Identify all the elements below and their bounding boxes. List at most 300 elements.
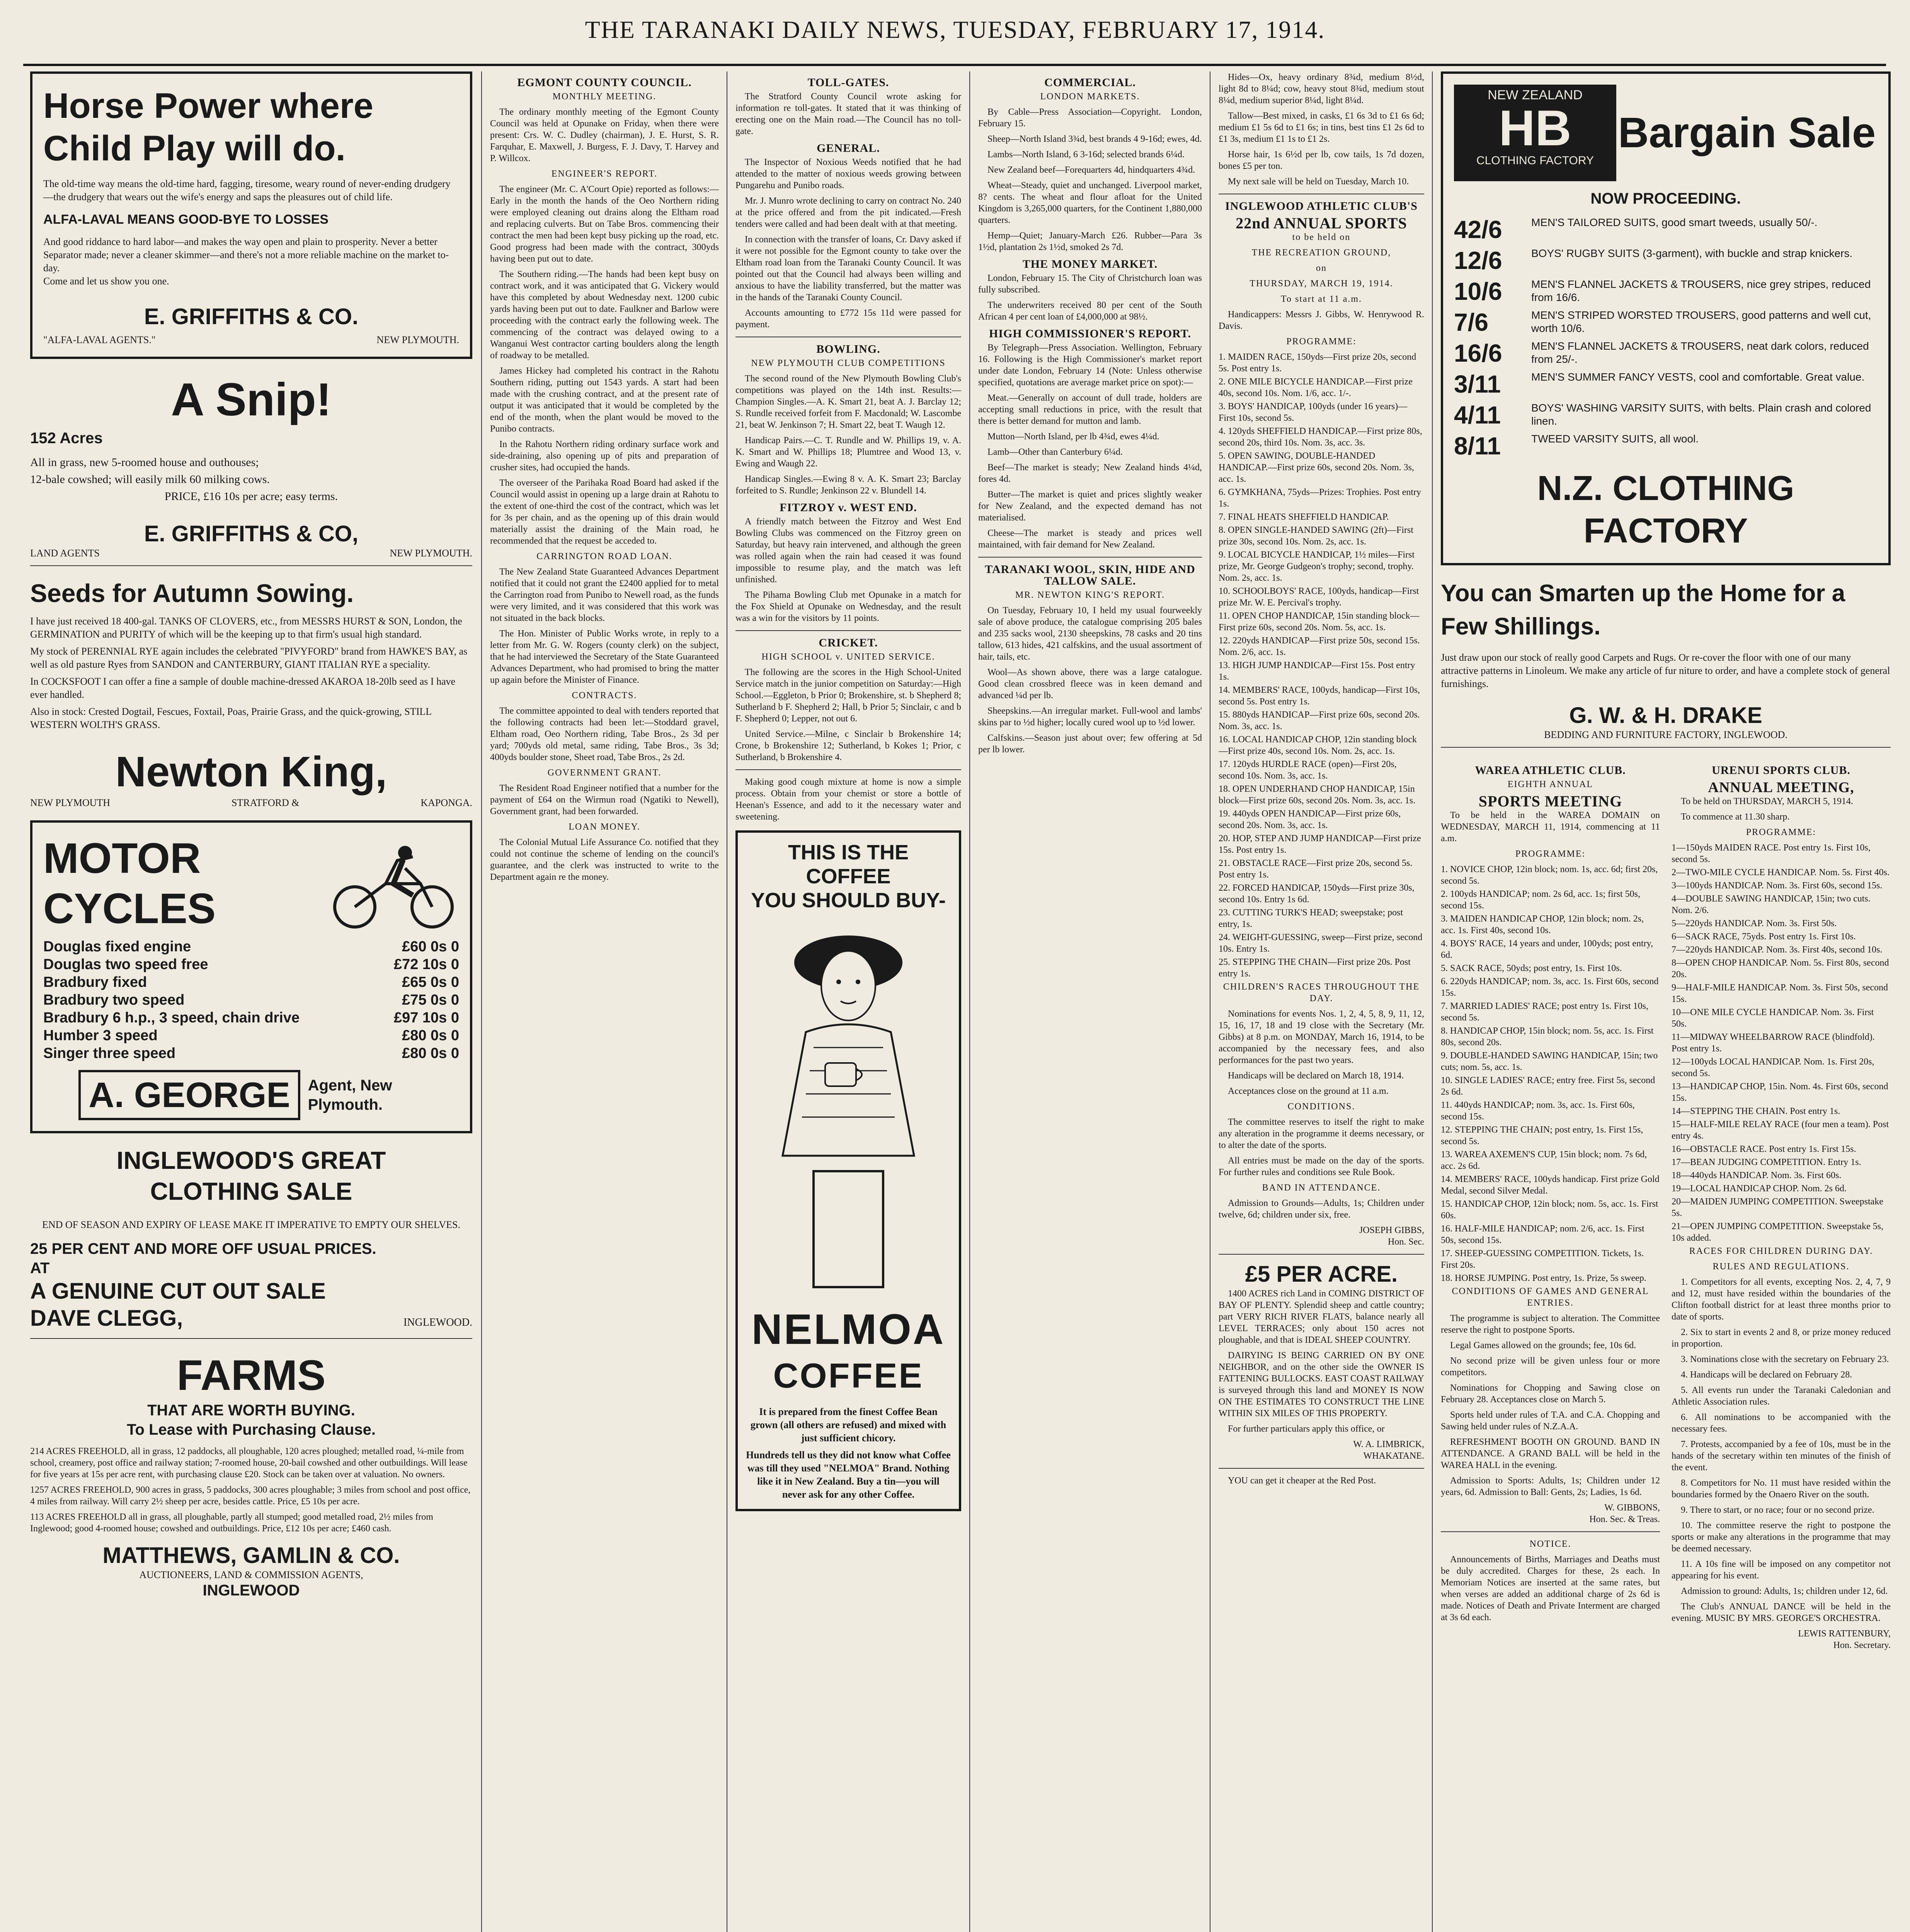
programme-heading: PROGRAMME: — [1286, 337, 1357, 347]
ad-line: All in grass, new 5-roomed house and outhouses; — [30, 456, 259, 469]
article-paragraph: James Hickey had completed his contract in the Rahotu Southern riding, putting out 1543 yards. A start had been made with the crushing contract, and at the present rate of output it was anticipated that it would be completed by the end of the month, when the plant would be moved to the Punibo contracts. — [490, 366, 719, 434]
article-paragraph: Meat.—Generally on account of dull trade, holders are accepting small reductions in price, with the result that there is better demand for mutton and lamb. — [978, 393, 1202, 426]
article-paragraph: The committee appointed to deal with tenders reported that the following contracts had been let:—Stoddard gravel, Eltham road, Oeo Northern riding, Tabe Bros., 2s 3d per yard; 700yds old metal, same riding, Tabe Bros., 3s 3d; 400yds boulder stone, Sheet road, Tabe Bros., 2s 2d. — [490, 706, 719, 762]
article-subtitle: NEW PLYMOUTH CLUB COMPETITIONS — [751, 358, 946, 368]
article-paragraph: The Stratford County Council wrote asking for information re toll-gates. It stated that it was thinking of erecting one on the Main road.—The Council has no toll-gate. — [735, 92, 961, 136]
programme-event: 12. STEPPING THE CHAIN; post entry, 1s. First 15s, second 5s. — [1441, 1125, 1643, 1146]
programme-event: 18. HORSE JUMPING. Post entry, 1s. Prize, 5s sweep. — [1441, 1273, 1646, 1283]
article-paragraph: In connection with the transfer of loans, Cr. Davy asked if it were not possible for the Egmont county to take over the Eltham road loan from the Taranaki County Council. It was pointed out that the Council had always been willing and anxious to have the liability transferred, but the matter was in the hands of the Taranaki County Council. — [735, 235, 961, 303]
sale-description: BOYS' WASHING VARSITY SUITS, with belts. Plain crash and colored linen. — [1531, 402, 1871, 427]
article-paragraph: Making good cough mixture at home is now a simple process. Obtain from your chemist or store a bottle of Heenan's Essence, and add to it the necessary water and sweetening. — [735, 777, 961, 822]
ad-line: AT — [30, 1260, 50, 1277]
ad-body: I have just received 18 400-gal. TANKS OF CLOVERS, etc., from MESSRS HURST & SON, London, the GERMINATION and PURITY of which will be the keeping up to that firm's usual high standard. — [30, 616, 462, 640]
signature-title: Hon. Sec. — [1388, 1237, 1424, 1247]
programme-event: 6—SACK RACE, 75yds. Post entry 1s. First 10s. — [1672, 932, 1856, 942]
programme-event: 14. MEMBERS' RACE, 100yds, handicap—First 10s, second 5s. Post entry 1s. — [1219, 685, 1420, 707]
notice-line: THE RECREATION GROUND, — [1251, 248, 1391, 258]
ad-firm: MATTHEWS, GAMLIN & CO. — [102, 1543, 400, 1568]
notice-line: To be held on THURSDAY, MARCH 5, 1914. — [1681, 796, 1853, 806]
programme-event: 2—TWO-MILE CYCLE HANDICAP. Nom. 5s. First 40s. — [1672, 867, 1890, 878]
ad-headline: Bargain Sale — [1618, 109, 1876, 156]
motorcycle-illustration — [328, 837, 459, 930]
sale-price: 16/6 — [1454, 339, 1502, 367]
notice-line: on — [1316, 263, 1327, 273]
programme-event: 23. CUTTING TURK'S HEAD; sweepstake; post entry, 1s. — [1219, 908, 1403, 929]
programme-event: 12—100yds LOCAL HANDICAP. Nom. 1s. First 20s, second 5s. — [1672, 1057, 1874, 1078]
programme-event: 3. MAIDEN HANDICAP CHOP, 12in block; nom. 2s, acc. 1s. First 40s, second 10s. — [1441, 914, 1644, 935]
notice-title: INGLEWOOD ATHLETIC CLUB'S — [1225, 200, 1418, 213]
ad-headline: MOTOR CYCLES — [43, 835, 216, 932]
programme-event: 8. HANDICAP CHOP, 15in block; nom. 5s, acc. 1s. First 80s, second 20s. — [1441, 1026, 1654, 1048]
clothing-sale-ad — [30, 1145, 472, 1339]
programme-event: 12. 220yds HANDICAP—First prize 50s, second 15s. Nom. 2/6, acc. 1s. — [1219, 636, 1420, 657]
programme-event: 13. HIGH JUMP HANDICAP—First 15s. Post entry 1s. — [1219, 660, 1415, 682]
rule-item: 8. Competitors for No. 11 must have resided within the boundaries formed by the Onaero River on the south. — [1672, 1478, 1891, 1500]
land-ad-paragraph: DAIRYING IS BEING CARRIED ON BY ONE NEIGHBOR, and on the other side the OWNER IS FATTENING BULLOCKS. EAST COAST RAILWAY is surveyed through this land and MONEY IS NOW ON THE ESTIMATES TO CONSTRUCT THE LINE WITHIN SIX MILES OF THIS PROPERTY. — [1219, 1350, 1424, 1418]
notice-subtitle: CONDITIONS OF GAMES AND GENERAL ENTRIES. — [1452, 1286, 1649, 1308]
price-row: Bradbury fixed £65 0s 0 — [43, 974, 459, 990]
notice-paragraph: No second prize will be given unless four or more competitors. — [1441, 1356, 1660, 1378]
programme-event: 10. SCHOOLBOYS' RACE, 100yds, handicap—First prize Mr. W. E. Percival's trophy. — [1219, 586, 1419, 608]
programme-event: 13. WAREA AXEMEN'S CUP, 15in block; nom. 7s 6d, acc. 2s 6d. — [1441, 1150, 1647, 1171]
notice-paragraph: Admission to Grounds—Adults, 1s; Children under twelve, 6d; children under six, free. — [1219, 1198, 1424, 1220]
programme-event: 21. OBSTACLE RACE—First prize 20s, second 5s. Post entry 1s. — [1219, 858, 1413, 880]
sale-description: MEN'S SUMMER FANCY VESTS, cool and comfortable. Great value. — [1531, 371, 1865, 383]
ad-headline: CLOTHING SALE — [150, 1177, 352, 1205]
article-paragraph: London, February 15. The City of Christchurch loan was fully subscribed. — [978, 273, 1202, 295]
ad-body: In COCKSFOOT I can offer a fine a sample of double machine-dressed AKAROA 18-20lb seed as I have ever handled. — [30, 676, 456, 700]
article-paragraph: A friendly match between the Fitzroy and West End Bowling Clubs was commenced on the Fitzroy green on Saturday, but heavy rain intervened, and although the green was rolled again when the rain had ceased it was found impossible to resume play, and the match was left unfinished. — [735, 517, 961, 585]
notice-paragraph: The programme is subject to alteration. The Committee reserve the right to postpone Sports. — [1441, 1313, 1660, 1335]
rule-item: 1. Competitors for all events, excepting Nos. 2, 4, 7, 9 and 12, must have resided within the boundaries of the Clifton football district for at least three months prior to date of sports. — [1672, 1277, 1891, 1322]
article-paragraph: New Zealand beef—Forequarters 4d, hindquarters 4¾d. — [987, 165, 1195, 175]
article-title: GENERAL. — [817, 142, 880, 155]
notice-title: 22nd ANNUAL SPORTS — [1236, 214, 1407, 232]
sale-price: 8/11 — [1454, 432, 1501, 460]
notice-subtitle: RULES AND REGULATIONS. — [1713, 1262, 1850, 1272]
ad-headline: You can Smarten up the Home for a Few Shillings. — [1441, 580, 1845, 640]
ad-firm: A. GEORGE — [78, 1070, 300, 1120]
article-paragraph: The ordinary monthly meeting of the Egmont County Council was held at Opunake on Friday, when there were present: Crs. W. C. Dudley (chairman), J. E. Hurst, S. R. Farquhar, E. Maxwell, J. Burgess, F. J. Davy, T. Harvey and P. Willcox. — [490, 107, 719, 163]
notice-paragraph: The committee reserves to itself the right to make any alteration in the programme it deems necessary, or to alter the date of the sports. — [1219, 1117, 1424, 1150]
programme-event: 9—HALF-MILE HANDICAP. Nom. 3s. First 50s, second 15s. — [1672, 983, 1888, 1004]
article-paragraph: Wheat—Steady, quiet and unchanged. Liverpool market, 8? cents. The wheat and flour afloat for the United Kingdom is 3,265,000 quarters, for the Continent 1,880,000 quarters. — [978, 180, 1202, 225]
programme-event: 22. FORCED HANDICAP, 150yds—First prize 30s, second 10s. Entry 1s 6d. — [1219, 883, 1415, 905]
rule-item: 3. Nominations close with the secretary on February 23. — [1681, 1354, 1889, 1364]
programme-event: 24. WEIGHT-GUESSING, sweep—First prize, second 10s. Entry 1s. — [1219, 932, 1423, 954]
land-ad-headline: £5 PER ACRE. — [1245, 1262, 1398, 1287]
article-title: FITZROY v. WEST END. — [780, 501, 917, 514]
column-advertisements — [23, 71, 479, 1932]
ad-sub: NOW PROCEEDING. — [1590, 190, 1741, 207]
rule-item: 2. Six to start in events 2 and 8, or prize money reduced in proportion. — [1672, 1327, 1891, 1349]
notice-line: To be held in the WAREA DOMAIN on WEDNESDAY, MARCH 11, 1914, commencing at 11 a.m. — [1441, 810, 1660, 844]
programme-event: 1. NOVICE CHOP, 12in block; nom. 1s, acc. 6d; first 20s, second 5s. — [1441, 864, 1658, 886]
rule-item: 6. All nominations to be accompanied with the necessary fees. — [1672, 1412, 1891, 1434]
programme-event: 10—ONE MILE CYCLE HANDICAP. Nom. 3s. First 50s. — [1672, 1007, 1874, 1029]
article-paragraph: The following are the scores in the High School-United Service match in the junior competition on Saturday:—High School.—Eggleton, b Prior 0; Brokenshire, st. b Shepherd 8; Sutherland b F. Shepherd 2; Hall, b Prior 5; Sinclair, c and b F. Shepherd 0; Lepper, not out 6. — [735, 667, 961, 724]
notice-line: CHILDREN'S RACES THROUGHOUT THE DAY. — [1223, 982, 1420, 1003]
article-paragraph: Hemp—Quiet; January-March £26. Rubber—Para 3s 1½d, plantation 2s 1½d, smoked 2s 7d. — [978, 231, 1202, 252]
article-paragraph: Horse hair, 1s 6½d per lb, cow tails, 1s 7d dozen, bones £5 per ton. — [1219, 150, 1424, 171]
article-paragraph: Lambs—North Island, 6 3-16d; selected brands 6¼d. — [987, 150, 1185, 160]
programme-event: 20—MAIDEN JUMPING COMPETITION. Sweepstake 5s. — [1672, 1197, 1883, 1218]
land-ad-paragraph: 1400 ACRES rich Land in COMING DISTRICT OF BAY OF PLENTY. Splendid sheep and cattle country; part VERY RICH RIVER FLATS, balance nearly all LEVEL TERRACES; only about 150 acres not ploughable, and that is IDEAL SHEEP COUNTRY. — [1219, 1289, 1424, 1345]
ad-firm: G. W. & H. DRAKE — [1569, 703, 1762, 728]
programme-event: 6. GYMKHANA, 75yds—Prizes: Trophies. Post entry 1s. — [1219, 487, 1421, 509]
farm-listing: 214 ACRES FREEHOLD, all in grass, 12 paddocks, all ploughable, 120 acres ploughed; metalled road, ¼-mile from school, creamery, post office and railway station; 7-roomed house, 20-bail cowshed and other outbuildings. Will lease for five years at 15s per acre rent, with purchasing clause £20. Stock can be taken over at valuation. No owners. — [30, 1446, 468, 1480]
notice-paragraph: Sports held under rules of T.A. and C.A. Chopping and Sawing held under rules of N.Z.A.A. — [1441, 1410, 1660, 1432]
price-row: Bradbury 6 h.p., 3 speed, chain drive £97 10s 0 — [43, 1010, 459, 1026]
notice-subtitle: CONDITIONS. — [1287, 1102, 1355, 1112]
ad-price: PRICE, £16 10s per acre; easy terms. — [164, 490, 338, 503]
article-paragraph: My next sale will be held on Tuesday, March 10. — [1228, 177, 1409, 187]
column-sports-notices — [1212, 71, 1431, 1932]
ad-firm: E. GRIFFITHS & CO. — [144, 304, 359, 329]
sale-item — [1454, 340, 1878, 367]
ad-headline: INGLEWOOD'S GREAT — [116, 1146, 386, 1174]
nelmoa-coffee-ad — [735, 830, 961, 1511]
programme-list — [1219, 351, 1424, 980]
programme-event: 17. 120yds HURDLE RACE (open)—First 20s, second 10s. Nom. 3s, acc. 1s. — [1219, 759, 1397, 781]
brand-name: COFFEE — [773, 1357, 924, 1395]
sale-description: MEN'S TAILORED SUITS, good smart tweeds, usually 50/-. — [1531, 216, 1818, 228]
notice-paragraph: Admission to ground: Adults, 1s; children under 12, 6d. — [1681, 1586, 1888, 1596]
article-paragraph: The second round of the New Plymouth Bowling Club's competitions was played on the 14th inst. Results:—Champion Singles.—A. K. Smart 21, beat A. J. Barclay 12; S. Rundle received forfeit from F. Macdonald; W. Lascombe 21, beat W. Jenkinson 7; H. Smart 22, beat T. Waugh 12. — [735, 374, 961, 430]
price-row: Bradbury two speed £75 0s 0 — [43, 992, 459, 1008]
price-row: Douglas two speed free £72 10s 0 — [43, 956, 459, 973]
price-row: Humber 3 speed £80 0s 0 — [43, 1027, 459, 1044]
ad-headline: FARMS — [177, 1352, 326, 1399]
article-paragraph: The overseer of the Parihaka Road Board had asked if the Council would assist in opening up a large drain at Rahotu to the extent of one-third the cost of the contract, which was let for 3s per chain, and as the opening up of this drain would materially assist the draining of the Main road, he recommended that the request be acceded to. — [490, 478, 719, 546]
ad-town: STRATFORD & — [231, 797, 300, 808]
article-paragraph: The Pihama Bowling Club met Opunake in a match for the Fox Shield at Opunake on Wednesday, and the result was a win for the visitors by 11 points. — [735, 590, 961, 623]
ad-right: NEW PLYMOUTH. — [390, 548, 472, 559]
article-paragraph: The New Zealand State Guaranteed Advances Department notified that it could not grant the £2400 applied for to metal the Carrington road from Punibo to Newell road, as the funds were very limited, and it was considered that this work was not situated in the back blocks. — [490, 567, 719, 623]
programme-event: 5. OPEN SAWING, DOUBLE-HANDED HANDICAP.—First prize 60s, second 20s. Nom. 3s, acc. 1s. — [1219, 451, 1414, 484]
signature: JOSEPH GIBBS, — [1359, 1225, 1424, 1235]
notice-line: To start at 11 a.m. — [1280, 294, 1362, 304]
snip-ad — [30, 371, 472, 566]
ad-sub: To Lease with Purchasing Clause. — [127, 1421, 376, 1438]
ad-headline: Horse Power where Child Play will do. — [43, 86, 373, 168]
notice-paragraph: YOU can get it cheaper at the Red Post. — [1228, 1476, 1376, 1486]
programme-event: 9. DOUBLE-HANDED SAWING HANDICAP, 15in; two cuts; nom. 5s, acc. 1s. — [1441, 1051, 1658, 1072]
sale-item — [1454, 247, 1878, 274]
rule-item: 9. There to start, or no race; four or no second prize. — [1681, 1505, 1874, 1515]
programme-event: 1—150yds MAIDEN RACE. Post entry 1s. First 10s, second 5s. — [1672, 843, 1871, 864]
ad-town: NEW PLYMOUTH — [30, 797, 111, 808]
article-subtitle: CONTRACTS. — [572, 690, 637, 701]
price-row: Singer three speed £80 0s 0 — [43, 1045, 459, 1061]
article-paragraph: Accounts amounting to £772 15s 11d were passed for payment. — [735, 308, 961, 330]
notice-paragraph: Acceptances close on the ground at 11 a.m. — [1228, 1086, 1389, 1096]
programme-event: 14. MEMBERS' RACE, 100yds handicap. First prize Gold Medal, second Silver Medal. — [1441, 1174, 1660, 1196]
programme-event: 15. 880yds HANDICAP—First prize 60s, second 20s. Nom. 3s, acc. 1s. — [1219, 710, 1420, 731]
programme-heading: PROGRAMME: — [1746, 827, 1816, 837]
motor-cycles-ad — [30, 820, 472, 1133]
sale-price: 42/6 — [1454, 216, 1502, 243]
notice-paragraph: Handicaps will be declared on March 18, 1914. — [1228, 1071, 1404, 1081]
programme-event: 18—440yds HANDICAP. Nom. 3s. First 60s. — [1672, 1170, 1842, 1180]
programme-event: 18. OPEN UNDERHAND CHOP HANDICAP, 15in block—First prize 60s, second 20s. Nom. 3s, acc. 1s. — [1219, 784, 1416, 806]
programme-event: 15. HANDICAP CHOP, 12in block; nom. 5s, acc. 1s. First 60s. — [1441, 1199, 1658, 1221]
article-paragraph: Hides—Ox, heavy ordinary 8¾d, medium 8½d, light 8d to 8¼d; cow, heavy stout 8¾d, medium stout 8¼d, medium superior 8¼d, light 8¼d. — [1219, 72, 1424, 105]
programme-event: 11. 440yds HANDICAP; nom. 3s, acc. 1s. First 60s, second 15s. — [1441, 1100, 1635, 1122]
ad-line: 25 PER CENT AND MORE OFF USUAL PRICES. — [30, 1240, 376, 1257]
ad-town: KAPONGA. — [420, 797, 472, 808]
column-right-ads — [1434, 71, 1898, 1932]
ad-sub: BEDDING AND FURNITURE FACTORY, INGLEWOOD. — [1544, 729, 1787, 740]
article-paragraph: On Tuesday, February 10, I held my usual fourweekly sale of above produce, the catalogue comprising 205 bales and 235 sacks wool, 2130 sheepskins, 78 casks and 20 tins tallow, 613 hides, 421 calfskins, and the usual assortment of hair, tails, etc. — [978, 605, 1202, 662]
programme-event: 15—HALF-MILE RELAY RACE (four men a team). Post entry 4s. — [1672, 1119, 1889, 1141]
ad-cta: Come and let us show you one. — [43, 276, 169, 287]
article-title: BOWLING. — [816, 343, 880, 355]
sale-description: MEN'S FLANNEL JACKETS & TROUSERS, nice grey stripes, reduced from 16/6. — [1531, 278, 1871, 303]
ad-footer: N.Z. CLOTHING FACTORY — [1537, 469, 1794, 550]
programme-event: 6. 220yds HANDICAP; nom. 3s, acc. 1s. First 60s, second 15s. — [1441, 976, 1659, 998]
farm-listing: 113 ACRES FREEHOLD all in grass, all ploughable, partly all stumped; good metalled road, 2½ miles from Inglewood; good 4-roomed house; cowshed and outbuildings. Price, £12 10s per acre; £460 cash. — [30, 1512, 433, 1534]
column-commercial — [971, 71, 1209, 1932]
sale-price: 10/6 — [1454, 277, 1502, 305]
article-paragraph: In the Rahotu Northern riding ordinary surface work and side-draining, also opening up of pits and preparation of crusher sites, had occupied the hands. — [490, 439, 719, 473]
masthead-rule — [23, 64, 1886, 66]
article-paragraph: Wool—As shown above, there was a large catalogue. Good clean crossbred fleece was in keen demand and advanced ¼d per lb. — [978, 667, 1202, 701]
seeds-ad — [30, 578, 472, 809]
ad-agent: Agent, New Plymouth. — [308, 1077, 392, 1113]
column-rule — [481, 71, 482, 1932]
ad-firm: DAVE CLEGG, — [30, 1306, 183, 1331]
programme-event: 4—DOUBLE SAWING HANDICAP, 15in; two cuts. Nom. 2/6. — [1672, 894, 1871, 915]
rule-item: 4. Handicaps will be declared on February 28. — [1681, 1370, 1852, 1380]
ad-headline: THIS IS THE COFFEE — [788, 841, 909, 888]
farm-listing: 1257 ACRES FREEHOLD, 900 acres in grass, 5 paddocks, 300 acres ploughable; 3 miles from school and post office, 4 miles from railway. Will carry 2½ sheep per acre, besides cattle. Price, £5 10s per acre. — [30, 1485, 471, 1507]
hb-logo: NEW ZEALAND HB CLOTHING FACTORY — [1454, 85, 1616, 181]
sale-description: TWEED VARSITY SUITS, all wool. — [1531, 433, 1699, 445]
article-paragraph: The Colonial Mutual Life Assurance Co. notified that they could not continue the scheme of lending on the council's guarantee, and the clerk was instructed to write to the Department again re the money. — [490, 837, 719, 882]
sale-list — [1454, 216, 1878, 459]
sale-description: BOYS' RUGBY SUITS (3-garment), with buckle and strap knickers. — [1531, 247, 1853, 259]
signature: LEWIS RATTENBURY, — [1798, 1629, 1891, 1639]
signature-town: WHAKATANE. — [1363, 1451, 1424, 1461]
programme-event: 19. 440yds OPEN HANDICAP—First prize 60s, second 20s. Nom. 3s, acc. 1s. — [1219, 809, 1401, 830]
ad-body: Hundreds tell us they did not know what Coffee was till they used "NELMOA" Brand. Nothing like it in New Zealand. Buy a tin—you will never ask for any other Coffee. — [746, 1449, 951, 1500]
programme-event: 10. SINGLE LADIES' RACE; entry free. First 5s, second 2s 6d. — [1441, 1075, 1655, 1097]
sale-item — [1454, 278, 1878, 305]
brand-name: NELMOA — [751, 1306, 945, 1353]
rule-item: 10. The committee reserve the right to postpone the sports or make any alterations in the programme that may be deemed necessary. — [1672, 1520, 1891, 1554]
article-paragraph: Lamb—Other than Canterbury 6¼d. — [987, 447, 1123, 457]
article-paragraph: Cheese—The market is steady and prices well maintained, with fair demand for New Zealand. — [978, 528, 1202, 550]
article-paragraph: By Telegraph—Press Association. Wellington, February 16. Following is the High Commissioner's market report under date London, February 14 (Note: Unless otherwise specified, quotations are average market price on spot):— — [978, 343, 1202, 388]
programme-event: 20. HOP, STEP AND JUMP HANDICAP—First prize 15s. Post entry 1s. — [1219, 833, 1421, 855]
rule-item: 5. All events run under the Taranaki Caledonian and Athletic Association rules. — [1672, 1385, 1891, 1407]
signature: W. GIBBONS, — [1604, 1503, 1660, 1513]
ad-town: INGLEWOOD. — [403, 1316, 472, 1328]
sale-item — [1454, 216, 1878, 243]
sale-item — [1454, 309, 1878, 336]
notice-line: THURSDAY, MARCH 19, 1914. — [1250, 279, 1393, 289]
signature-title: Hon. Sec. & Treas. — [1589, 1514, 1660, 1524]
notice-subtitle: BAND IN ATTENDANCE. — [1262, 1183, 1381, 1193]
notice-title: WAREA ATHLETIC CLUB. — [1475, 764, 1626, 777]
notice-title: URENUI SPORTS CLUB. — [1712, 764, 1850, 777]
article-paragraph: United Service.—Milne, c Sinclair b Brokenshire 14; Crone, b Brokenshire 12; Sutherland, b Kokes 1; Prior, c Sutherland, b Brokenshire 4. — [735, 729, 961, 762]
article-paragraph: The underwriters received 80 per cent of the South African 4 per cent loan of £4,000,000 at 98½. — [978, 300, 1202, 322]
ad-headline: Seeds for Autumn Sowing. — [30, 579, 354, 607]
notice-paragraph: Legal Games allowed on the grounds; fee, 10s 6d. — [1450, 1340, 1636, 1350]
alfa-laval-ad — [30, 71, 472, 359]
ad-line: A GENUINE CUT OUT SALE — [30, 1279, 326, 1304]
article-paragraph: Handicap Singles.—Ewing 8 v. A. K. Smart 23; Barclay forfeited to S. Rundle; Jenkinson 22 v. Blundell 14. — [735, 474, 961, 496]
programme-list — [1441, 864, 1660, 1284]
sale-description: MEN'S STRIPED WORSTED TROUSERS, good patterns and well cut, worth 10/6. — [1531, 309, 1871, 334]
column-rule — [969, 71, 970, 1932]
article-subtitle: CARRINGTON ROAD LOAN. — [536, 551, 672, 561]
rule-item: 7. Protests, accompanied by a fee of 10s, must be in the hands of the secretary within ten minutes of the finish of the event. — [1672, 1439, 1891, 1473]
article-title: THE MONEY MARKET. — [1022, 258, 1158, 270]
article-subtitle: LONDON MARKETS. — [1040, 92, 1140, 102]
hb-clothing-factory-ad — [1441, 71, 1891, 565]
notice-line: EIGHTH ANNUAL — [1507, 779, 1593, 789]
programme-event: 9. LOCAL BICYCLE HANDICAP, 1½ miles—First prize, Mr. George Gudgeon's trophy; second, trophy. Nom. 2s, acc. 1s. — [1219, 550, 1415, 583]
programme-event: 1. MAIDEN RACE, 150yds—First prize 20s, second 5s. Post entry 1s. — [1219, 352, 1416, 374]
notice-paragraph: Admission to Sports: Adults, 1s; Children under 12 years, 6d. Admission to Ball: Gents, 2s; Ladies, 1s 6d. — [1441, 1476, 1660, 1497]
rule-item: 11. A 10s fine will be imposed on any competitor not appearing for his event. — [1672, 1559, 1891, 1581]
notice-line: Handicappers: Messrs J. Gibbs, W. Henrywood R. Davis. — [1219, 310, 1424, 331]
drake-furnishing-ad — [1441, 577, 1891, 748]
programme-event: 19—LOCAL HANDICAP CHOP. Nom. 2s 6d. — [1672, 1184, 1847, 1194]
masthead: THE TARANAKI DAILY NEWS, TUESDAY, FEBRUARY 17, 1914. — [585, 16, 1325, 43]
column-rule — [1432, 71, 1433, 1932]
programme-list — [1672, 842, 1891, 1244]
notice-line: to be held on — [1292, 232, 1351, 242]
ad-sub: AUCTIONEERS, LAND & COMMISSION AGENTS, — [139, 1569, 363, 1580]
article-paragraph: Beef—The market is steady; New Zealand hinds 4¼d, fores 4d. — [978, 463, 1202, 484]
ad-body: And good riddance to hard labor—and makes the way open and plain to prosperity. Never a better Separator made; never a cleaner skimmer—and there's not a more reliable machine on the market to-day. — [43, 236, 449, 274]
ad-firm: E. GRIFFITHS & CO, — [144, 521, 359, 546]
article-title: COMMERCIAL. — [1044, 76, 1136, 89]
ad-town: NEW PLYMOUTH. — [376, 334, 459, 345]
notice-subtitle: NOTICE. — [1529, 1539, 1571, 1549]
sale-item — [1454, 371, 1878, 398]
signature: W. A. LIMBRICK, — [1353, 1439, 1424, 1449]
sale-price: 3/11 — [1454, 370, 1501, 398]
programme-event: 5. SACK RACE, 50yds; post entry, 1s. First 10s. — [1441, 963, 1622, 973]
notice-paragraph: Announcements of Births, Marriages and Deaths must be duly accredited. Charges for these, 2s each. In Memoriam Notices are inserted at the same rates, but when verses are added an additional charge of 2s 6d is made. Notices of Death and Private Interment are charged at 3s 6d each. — [1441, 1554, 1660, 1622]
ad-acres: 152 Acres — [30, 430, 103, 447]
signature-title: Hon. Secretary. — [1833, 1640, 1891, 1650]
programme-heading: PROGRAMME: — [1515, 849, 1586, 859]
ad-left: LAND AGENTS — [30, 548, 100, 559]
article-paragraph: The Hon. Minister of Public Works wrote, in reply to a letter from Mr. G. W. Rogers (county clerk) on the subject, that he had interviewed the Secretary of the State Guaranteed Advances Department, who had promised to bring the matter up again before the Minister of Finance. — [490, 629, 719, 685]
programme-event: 7. MARRIED LADIES' RACE; post entry 1s. First 10s, second 5s. — [1441, 1001, 1649, 1023]
article-paragraph: Butter—The market is quiet and prices slightly weaker for New Zealand, and the expected demand has not materialised. — [978, 490, 1202, 523]
article-paragraph: The Southern riding.—The hands had been kept busy on contract work, and it was anticipated that G. Vickery would have this completed by about Wednesday next. 1200 cubic yards having been put out to date. Faulkner and Barlow were proceeding with the contract early the following week. The commencing of the contract was delayed owing to a Wanganui West contractor carting boulders along the length of roadway to be metalled. — [490, 269, 719, 361]
article-subtitle: LOAN MONEY. — [569, 822, 640, 832]
ad-headline: A Snip! — [171, 374, 332, 425]
article-title: TARANAKI WOOL, SKIN, HIDE AND TALLOW SALE. — [985, 563, 1195, 587]
column-council — [483, 71, 726, 1932]
programme-event: 8. OPEN SINGLE-HANDED SAWING (2ft)—First prize 30s, second 10s. Nom. 2s, acc. 1s. — [1219, 525, 1414, 547]
ad-agents: "ALFA-LAVAL AGENTS." — [43, 334, 156, 345]
programme-event: 7. FINAL HEATS SHEFFIELD HANDICAP. — [1219, 512, 1389, 522]
article-paragraph: Mr. J. Munro wrote declining to carry on contract No. 240 at the price offered and from the pit indicated.—Fresh tenders were called and had been dealt with at that meeting. — [735, 196, 961, 229]
programme-event: 3. BOYS' HANDICAP, 100yds (under 16 years)—First 10s, second 5s. — [1219, 401, 1408, 423]
programme-event: 25. STEPPING THE CHAIN—First prize 20s. Post entry 1s. — [1219, 957, 1411, 979]
land-ad-paragraph: For further particulars apply this office, or — [1228, 1424, 1385, 1434]
ad-headline: YOU SHOULD BUY- — [751, 889, 946, 912]
ad-body: My stock of PERENNIAL RYE again includes the celebrated "PIVYFORD" brand from HAWKE'S BAY, as well as old pasture Ryes from SANDON and CANTERBURY, GIANT ITALIAN RYE a speciality. — [30, 646, 468, 670]
article-subtitle: GOVERNMENT GRANT. — [547, 768, 662, 778]
programme-event: 11—MIDWAY WHEELBARROW RACE (blindfold). Post entry 1s. — [1672, 1032, 1875, 1054]
article-subtitle: MR. NEWTON KING'S REPORT. — [1015, 590, 1165, 600]
notice-paragraph: Nominations for events Nos. 1, 2, 4, 5, 8, 9, 11, 12, 15, 16, 17, 18 and 19 close with the Secretary (Mr. Gibbs) at 8 p.m. on MONDAY, March 16, 1914, to be accompanied by the necessary fees, and also performances for the past two years. — [1219, 1009, 1424, 1065]
article-paragraph: By Cable—Press Association—Copyright. London, February 15. — [978, 107, 1202, 129]
article-title: EGMONT COUNTY COUNCIL. — [517, 76, 692, 89]
price-row: Douglas fixed engine £60 0s 0 — [43, 939, 459, 955]
article-paragraph: The engineer (Mr. C. A'Court Opie) reported as follows:—Early in the month the hands of the Oeo Northern riding were employed cleaning out drains along the Eltham road and replacing culverts. But on Tabe Bros. commencing their contract the men had been kept busy picking up the road, etc. Good progress had been made with the contract, 300yds having been put out to date. — [490, 184, 719, 264]
urenui-sports-notice — [1672, 759, 1891, 1651]
article-title: HIGH COMMISSIONER'S REPORT. — [989, 327, 1191, 340]
ad-line: END OF SEASON AND EXPIRY OF LEASE MAKE IT IMPERATIVE TO EMPTY OUR SHELVES. — [42, 1219, 460, 1230]
notice-title: ANNUAL MEETING, — [1708, 779, 1854, 796]
programme-event: 5—220yds HANDICAP. Nom. 3s. First 50s. — [1672, 918, 1837, 929]
notice-line: RACES FOR CHILDREN DURING DAY. — [1689, 1246, 1873, 1256]
programme-event: 8—OPEN CHOP HANDICAP. Nom. 5s. First 80s, second 20s. — [1672, 958, 1889, 980]
programme-event: 2. ONE MILE BICYCLE HANDICAP.—First prize 40s, second 10s. Nom. 1/6, acc. 1/-. — [1219, 377, 1413, 398]
notice-paragraph: REFRESHMENT BOOTH ON GROUND. BAND IN ATTENDANCE. A GRAND BALL will be held in the WAREA HALL in the evening. — [1441, 1437, 1660, 1470]
ad-town: INGLEWOOD — [203, 1582, 300, 1599]
article-subtitle: MONTHLY MEETING. — [552, 92, 657, 102]
article-paragraph: Tallow—Best mixed, in casks, £1 6s 3d to £1 6s 6d; medium £1 5s 6d to £1 6s; in tins, best tins £1 2s 6d to £1 3s, medium £1 1s to £1 2s. — [1219, 111, 1424, 144]
woman-with-cup-illustration — [767, 916, 929, 1303]
ad-slogan: ALFA-LAVAL MEANS GOOD-BYE TO LOSSES — [43, 212, 329, 227]
ad-sub: THAT ARE WORTH BUYING. — [147, 1402, 355, 1419]
notice-paragraph: All entries must be made on the day of the sports. For further rules and conditions see Rule Book. — [1219, 1156, 1424, 1177]
notice-paragraph: The Club's ANNUAL DANCE will be held in the evening. MUSIC BY MRS. GEORGE'S ORCHESTRA. — [1672, 1602, 1891, 1623]
programme-event: 17—BEAN JUDGING COMPETITION. Entry 1s. — [1672, 1157, 1861, 1167]
programme-event: 7—220yds HANDICAP. Nom. 3s. First 40s, second 10s. — [1672, 945, 1883, 955]
article-paragraph: Handicap Pairs.—C. T. Rundle and W. Phillips 19, v. A. K. Smart and W. Phillips 18; Plumtree and Wood 13, v. Ewing and Waugh 22. — [735, 435, 961, 469]
sale-description: MEN'S FLANNEL JACKETS & TROUSERS, neat dark colors, reduced from 25/-. — [1531, 340, 1869, 365]
programme-event: 16. HALF-MILE HANDICAP; nom. 2/6, acc. 1s. First 50s, second 15s. — [1441, 1224, 1644, 1245]
ad-body: It is prepared from the finest Coffee Bean grown (all others are refused) and mixed with just sufficient chicory. — [750, 1406, 946, 1444]
article-subtitle: ENGINEER'S REPORT. — [551, 169, 658, 179]
sale-price: 7/6 — [1454, 308, 1488, 336]
programme-event: 4. 120yds SHEFFIELD HANDICAP.—First prize 80s, second 20s, third 10s. Nom. 3s, acc. 3s. — [1219, 426, 1422, 448]
programme-event: 16—OBSTACLE RACE. Post entry 1s. First 15s. — [1672, 1144, 1856, 1154]
programme-event: 14—STEPPING THE CHAIN. Post entry 1s. — [1672, 1106, 1840, 1116]
ad-line: 12-bale cowshed; will easily milk 60 milking cows. — [30, 473, 270, 486]
article-paragraph: Sheepskins.—An irregular market. Full-wool and lambs' skins par to ½d higher; locally cured wool up to ½d lower. — [978, 706, 1202, 728]
article-paragraph: Mutton—North Island, per lb 4¾d, ewes 4¼d. — [987, 432, 1159, 442]
article-paragraph: The Inspector of Noxious Weeds notified that he had attended to the matter of noxious weeds growing between Pungarehu and Punibo roads. — [735, 157, 961, 190]
programme-event: 2. 100yds HANDICAP; nom. 2s 6d, acc. 1s; first 50s, second 15s. — [1441, 889, 1640, 911]
programme-event: 21—OPEN JUMPING COMPETITION. Sweepstake 5s, 10s added. — [1672, 1221, 1883, 1243]
sale-price: 4/11 — [1454, 401, 1501, 429]
programme-event: 3—100yds HANDICAP. Nom. 3s. First 60s, second 15s. — [1672, 881, 1883, 891]
programme-event: 16. LOCAL HANDICAP CHOP, 12in standing block—First prize 40s, second 10s. Nom. 2s, acc. 1s. — [1219, 735, 1417, 756]
ad-firm: Newton King, — [115, 748, 387, 796]
sale-price: 12/6 — [1454, 247, 1502, 274]
article-paragraph: The Resident Road Engineer notified that a number for the payment of £64 on the Wirmun road (Ngatiki to Newell), Government grant, had been forwarded. — [490, 783, 719, 816]
column-general — [729, 71, 968, 1932]
programme-event: 13—HANDICAP CHOP, 15in. Nom. 4s. First 60s, second 15s. — [1672, 1082, 1888, 1103]
programme-event: 11. OPEN CHOP HANDICAP, 15in standing block—First prize 60s, second 20s. Nom. 5s, acc. 1s. — [1219, 611, 1420, 633]
programme-event: 17. SHEEP-GUESSING COMPETITION. Tickets, 1s. First 20s. — [1441, 1248, 1644, 1270]
notice-line: To commence at 11.30 sharp. — [1681, 812, 1790, 822]
